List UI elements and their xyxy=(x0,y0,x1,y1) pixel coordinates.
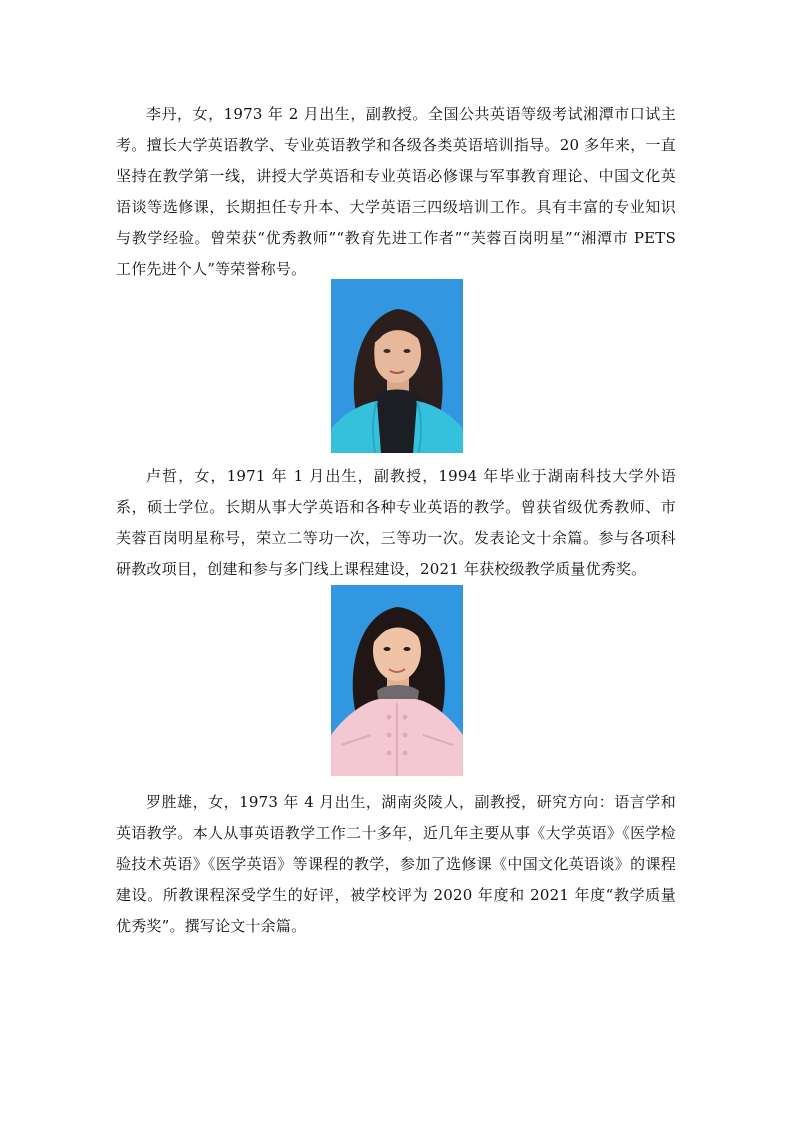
portrait-1-drawing xyxy=(331,279,463,453)
portrait-2-drawing xyxy=(331,585,463,776)
bio-paragraph-2: 卢哲，女，1971 年 1 月出生，副教授，1994 年毕业于湖南科技大学外语系，硕士学位。长期从事大学英语和各种专业英语的教学。曾获省级优秀教师、市芙蓉百岗明星称号，荣立二等功一次，三等功一次。发表论文十余篇。参与各项科研教改项目，创建和参与多门线上课程建设，2021 年获校级教学质量优秀奖。 xyxy=(116,467,676,578)
bio-paragraph-1: 李丹，女，1973 年 2 月出生，副教授。全国公共英语等级考试湘潭市口试主考。擅长大学英语教学、专业英语教学和各级各类英语培训指导。20 多年来，一直坚持在教学第一线，讲授大学英语和专业英语必修课与军事教育理论、中国文化英语谈等选修课，长期担任专升本、大学英语三四级培训工作。具有丰富的专业知识与教学经验。曾荣获“优秀教师”“教育先进工作者”“芙蓉百岗明星”“湘潭市 PETS 工作先进个人”等荣誉称号。 xyxy=(116,105,676,278)
bio-paragraph-3: 罗胜雄，女，1973 年 4 月出生，湖南炎陵人，副教授，研究方向：语言学和英语教学。本人从事英语教学工作二十多年，近几年主要从事《大学英语》《医学检验技术英语》《医学英语》等课程的教学，参加了选修课《中国文化英语谈》的课程建设。所教课程深受学生的好评，被学校评为 2020 年度和 2021 年度“教学质量优秀奖”。撰写论文十余篇。 xyxy=(116,793,676,935)
portrait-photo-2 xyxy=(331,585,463,776)
portrait-photo-1 xyxy=(331,279,463,453)
